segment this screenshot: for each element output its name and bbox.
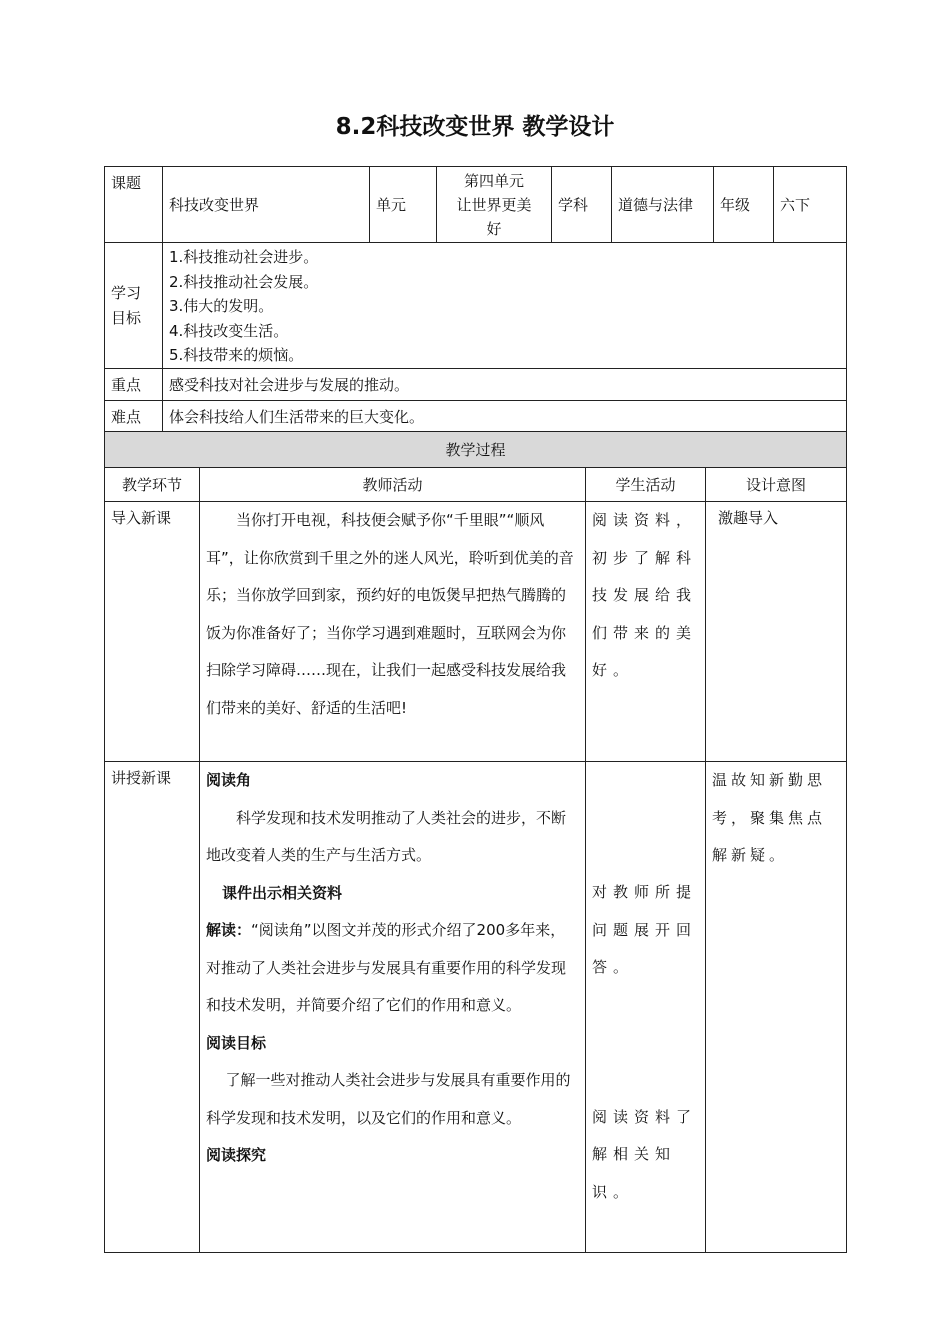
- grade-value: 六下: [774, 167, 847, 243]
- student-activity: 对教师所提问题展开回答。: [592, 883, 698, 976]
- paragraph: 科学发现和技术发明推动了人类社会的进步，不断地改变着人类的生产与生活方式。: [206, 808, 567, 864]
- intro-teacher: 当你打开电视，科技便会赋予你“千里眼”“顺风耳”，让你欣赏到千里之外的迷人风光，聆听到优美的音乐；当你放学回到家，预约好的电饭煲早把热气腾腾的饭为你准备好了；当你学习遇到难题时，互联网会为你扫除学习障碍……现在，让我们一起感受科技发展给我们带来的美好、舒适的生活吧!: [200, 502, 586, 762]
- process-table: [104, 431, 847, 1253]
- lecture-intent: 温故知新勤思考，聚集焦点解新疑。: [706, 762, 847, 1253]
- lecture-student: [586, 762, 706, 1253]
- goal-item: 2.科技推动社会发展。: [169, 272, 319, 291]
- goal-item: 1.科技推动社会进步。: [169, 248, 319, 267]
- goal-item: 5.科技带来的烦恼。: [169, 346, 304, 365]
- section-heading: 课件出示相关资料: [222, 883, 343, 902]
- intro-student: 阅读资料，初步了解科技发展给我们带来的美好。: [586, 502, 706, 762]
- unit-value: 第四单元 让世界更美 好: [437, 167, 552, 243]
- header-teacher: 教师活动: [200, 468, 586, 502]
- topic-value: 科技改变世界: [163, 167, 370, 243]
- intro-intent: 激趣导入: [706, 502, 847, 762]
- intro-stage: 导入新课: [105, 502, 200, 762]
- key-value: 感受科技对社会进步与发展的推动。: [163, 369, 847, 401]
- goal-item: 4.科技改变生活。: [169, 321, 289, 340]
- unit-label: 单元: [370, 167, 437, 243]
- difficulty-value: 体会科技给人们生活带来的巨大变化。: [163, 401, 847, 432]
- subject-value: 道德与法律: [612, 167, 714, 243]
- student-activity: 阅读资料了解相关知识。: [592, 1107, 698, 1201]
- key-label: 重点: [105, 369, 163, 401]
- info-table: [104, 166, 847, 432]
- header-student: 学生活动: [586, 468, 706, 502]
- section-heading: 阅读目标: [206, 1033, 267, 1052]
- topic-label: 课题: [105, 167, 163, 243]
- goals-list: [163, 243, 847, 369]
- goals-label: 学习 目标: [105, 243, 163, 369]
- lecture-teacher: [200, 762, 586, 1253]
- difficulty-label: 难点: [105, 401, 163, 432]
- grade-label: 年级: [714, 167, 774, 243]
- section-heading: 阅读探究: [206, 1146, 267, 1164]
- section-heading: 阅读角: [206, 771, 252, 789]
- paragraph: 解读：“阅读角”以图文并茂的形式介绍了200多年来，对推动了人类社会进步与发展具有重要作用的科学发现和技术发明，并简要介绍了它们的作用和意义。: [206, 921, 567, 1014]
- paragraph: 了解一些对推动人类社会进步与发展具有重要作用的科学发现和技术发明，以及它们的作用和意义。: [206, 1071, 571, 1127]
- header-stage: 教学环节: [105, 468, 200, 502]
- header-intent: 设计意图: [706, 468, 847, 502]
- subject-label: 学科: [552, 167, 612, 243]
- page-title: 8.2科技改变世界 教学设计: [335, 114, 615, 140]
- lecture-stage: 讲授新课: [105, 762, 200, 1253]
- goal-item: 3.伟大的发明。: [169, 297, 274, 316]
- process-title: 教学过程: [105, 432, 847, 468]
